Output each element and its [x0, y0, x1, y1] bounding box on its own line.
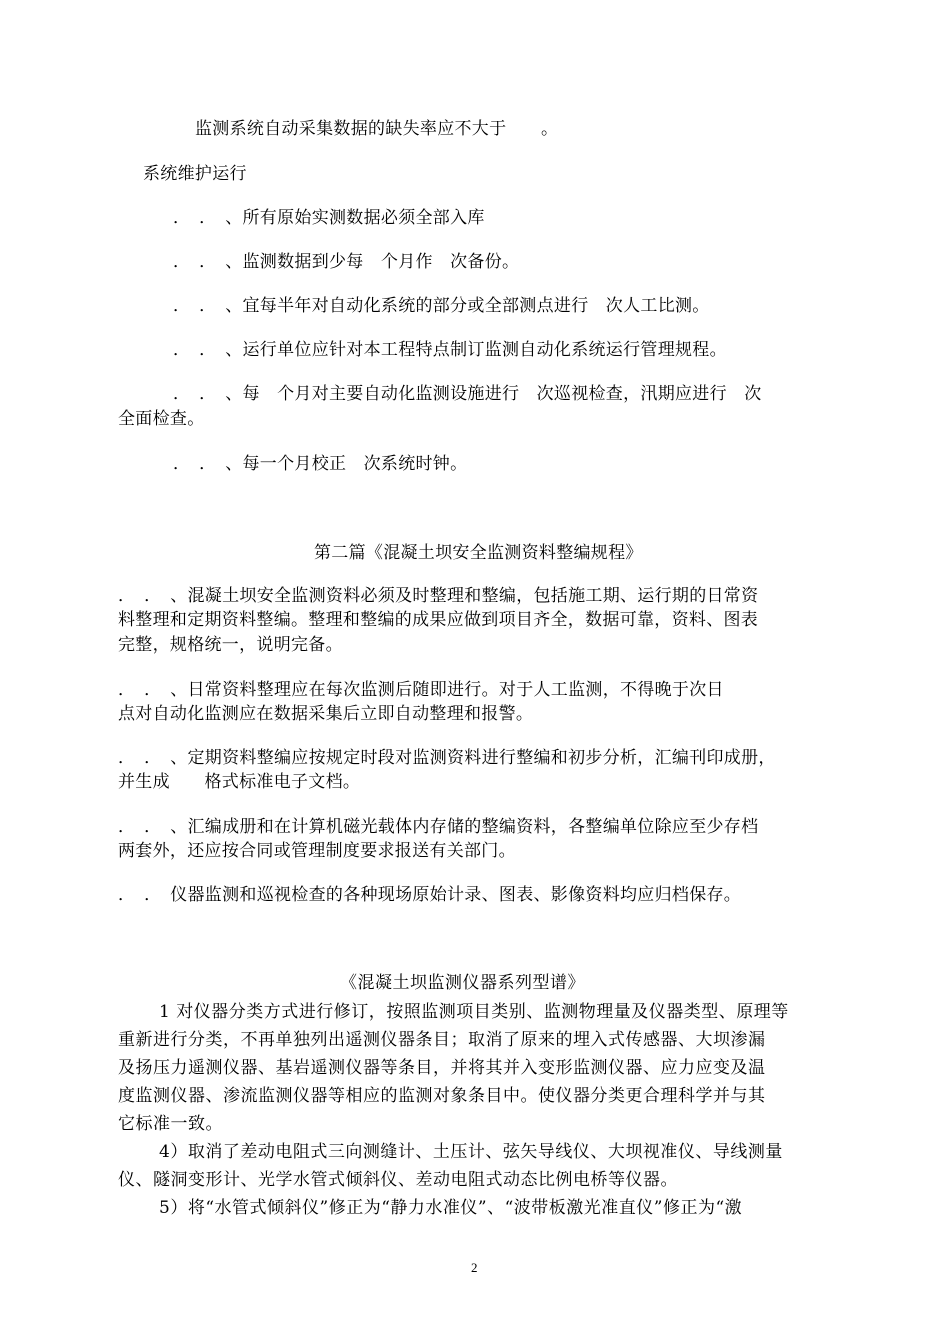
section-title: 《混凝土坝监测仪器系列型谱》 — [340, 973, 585, 993]
list-item: ． ． 、宜每半年对自动化系统的部分或全部测点进行 次人工比测。 — [173, 296, 710, 316]
list-item: ． ． 、监测数据到少每 个月作 次备份。 — [173, 252, 520, 272]
text-line: 点对自动化监测应在数据采集后立即自动整理和报警。 — [118, 704, 534, 724]
chapter-title: 第二篇《混凝土坝安全监测资料整编规程》 — [314, 543, 643, 563]
list-item: ． ． 、所有原始实测数据必须全部入库 — [173, 208, 485, 228]
text-line: 全面检查。 — [118, 409, 205, 429]
text-line: 4）取消了差动电阻式三向测缝计、土压计、弦矢导线仪、大坝视准仪、导线测量 — [159, 1142, 783, 1162]
text-line: 度监测仪器、渗流监测仪器等相应的监测对象条目中。使仪器分类更合理科学并与其 — [118, 1086, 766, 1106]
list-item: ． ． 、定期资料整编应按规定时段对监测资料进行整编和初步分析，汇编刊印成册， — [118, 748, 776, 768]
text-line: 仪、隧洞变形计、光学水管式倾斜仪、差动电阻式动态比例电桥等仪器。 — [118, 1170, 678, 1190]
list-item: ． ． 、每 个月对主要自动化监测设施进行 次巡视检查，汛期应进行 次 — [173, 384, 762, 404]
text-line: 1 对仪器分类方式进行修订，按照监测项目类别、监测物理量及仪器类型、原理等 — [159, 1002, 789, 1022]
text-line: 及扬压力遥测仪器、基岩遥测仪器等条目，并将其并入变形监测仪器、应力应变及温 — [118, 1058, 766, 1078]
text-line: 它标准一致。 — [118, 1114, 223, 1134]
text-line: 两套外，还应按合同或管理制度要求报送有关部门。 — [118, 841, 516, 861]
list-item: ． ． 、运行单位应针对本工程特点制订监测自动化系统运行管理规程。 — [173, 340, 727, 360]
list-item: ． ． 、混凝土坝安全监测资料必须及时整理和整编，包括施工期、运行期的日常资 — [118, 586, 759, 606]
list-item: ． ． 、日常资料整理应在每次监测后随即进行。对于人工监测，不得晚于次日 — [118, 680, 724, 700]
page-number: 2 — [471, 1260, 478, 1275]
section-heading: 系统维护运行 — [143, 164, 247, 184]
text-line: 监测系统自动采集数据的缺失率应不大于 。 — [195, 119, 559, 139]
text-line: 料整理和定期资料整编。整理和整编的成果应做到项目齐全，数据可靠，资料、图表 — [118, 610, 759, 630]
text-line: 5）将“水管式倾斜仪”修正为“静力水准仪”、“波带板激光准直仪”修正为“激 — [159, 1198, 743, 1218]
list-item: ． ． 仪器监测和巡视检查的各种现场原始计录、图表、影像资料均应归档保存。 — [118, 885, 742, 905]
text-line: 重新进行分类，不再单独列出遥测仪器条目；取消了原来的埋入式传感器、大坝渗漏 — [118, 1030, 766, 1050]
list-item: ． ． 、每一个月校正 次系统时钟。 — [173, 454, 468, 474]
text-line: 完整，规格统一，说明完备。 — [118, 635, 343, 655]
text-line: 并生成 格式标准电子文档。 — [118, 772, 361, 792]
list-item: ． ． 、汇编成册和在计算机磁光载体内存储的整编资料，各整编单位除应至少存档 — [118, 817, 759, 837]
